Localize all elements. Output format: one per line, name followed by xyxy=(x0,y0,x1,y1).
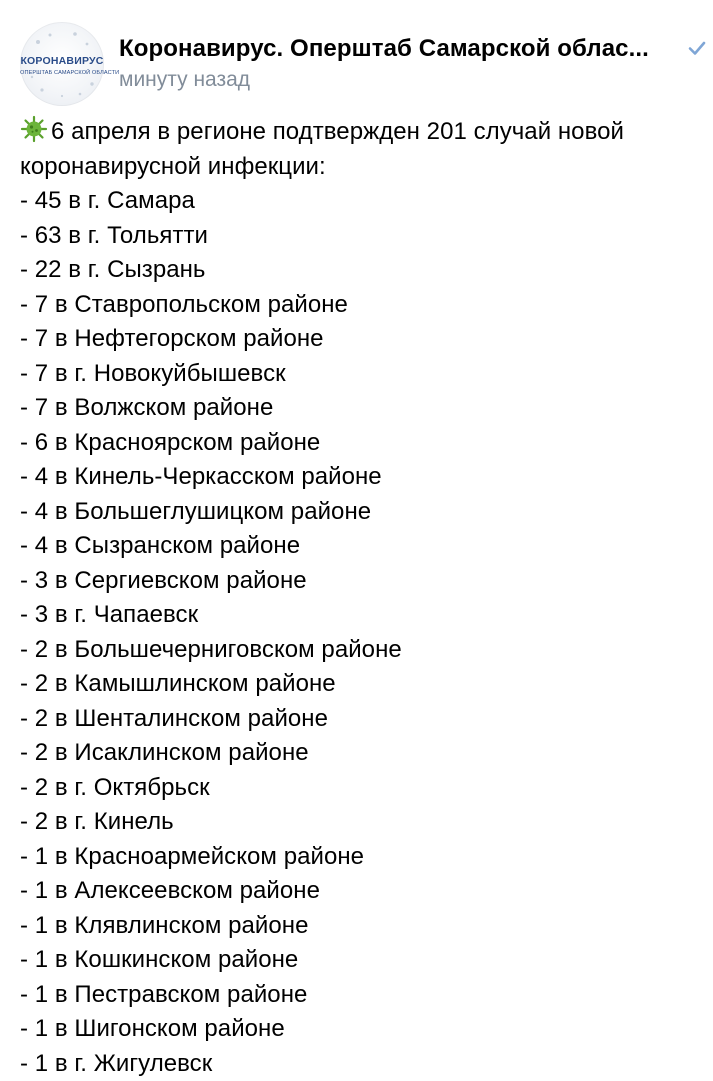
list-item: - 2 в Большечерниговском районе xyxy=(20,633,710,668)
list-item: - 2 в Шенталинском районе xyxy=(20,702,710,737)
post-timestamp[interactable]: минуту назад xyxy=(119,67,250,93)
list-item: - 1 в Клявлинском районе xyxy=(20,909,710,944)
case-list xyxy=(20,184,710,1081)
list-item: - 63 в г. Тольятти xyxy=(20,219,710,254)
list-item: - 1 в Красноармейском районе xyxy=(20,840,710,875)
list-item: - 1 в Шигонском районе xyxy=(20,1012,710,1047)
intro-text-line1: 6 апреля в регионе подтвержден 201 случай новой xyxy=(51,118,624,145)
verified-check-icon xyxy=(686,37,708,59)
list-item: - 2 в Камышлинском районе xyxy=(20,667,710,702)
list-item: - 3 в г. Чапаевск xyxy=(20,598,710,633)
list-item: - 3 в Сергиевском районе xyxy=(20,564,710,599)
list-item: - 7 в Ставропольском районе xyxy=(20,288,710,323)
list-item: - 7 в г. Новокуйбышевск xyxy=(20,357,710,392)
list-item: - 7 в Нефтегорском районе xyxy=(20,322,710,357)
microbe-icon xyxy=(20,115,48,143)
list-item: - 22 в г. Сызрань xyxy=(20,253,710,288)
channel-name[interactable]: Коронавирус. Оперштаб Самарской облас... xyxy=(119,34,679,64)
avatar-subtitle: ОПЕРШТАБ САМАРСКОЙ ОБЛАСТИ xyxy=(20,70,104,76)
list-item: - 4 в Кинель-Черкасском районе xyxy=(20,460,710,495)
list-item: - 45 в г. Самара xyxy=(20,184,710,219)
list-item: - 2 в Исаклинском районе xyxy=(20,736,710,771)
list-item: - 2 в г. Октябрьск xyxy=(20,771,710,806)
list-item: - 1 в Алексеевском районе xyxy=(20,874,710,909)
list-item: - 1 в г. Жигулевск xyxy=(20,1047,710,1081)
list-item: - 6 в Красноярском районе xyxy=(20,426,710,461)
post-text xyxy=(20,115,710,1081)
intro-line xyxy=(20,115,710,150)
list-item: - 4 в Сызранском районе xyxy=(20,529,710,564)
list-item: - 2 в г. Кинель xyxy=(20,805,710,840)
list-item: - 7 в Волжском районе xyxy=(20,391,710,426)
list-item: - 4 в Большеглушицком районе xyxy=(20,495,710,530)
list-item: - 1 в Кошкинском районе xyxy=(20,943,710,978)
avatar-title: КОРОНАВИРУС xyxy=(20,55,104,67)
avatar[interactable] xyxy=(20,22,104,106)
post-header xyxy=(20,18,710,108)
list-item: - 1 в Пестравском районе xyxy=(20,978,710,1013)
intro-text-line2: коронавирусной инфекции: xyxy=(20,150,710,185)
